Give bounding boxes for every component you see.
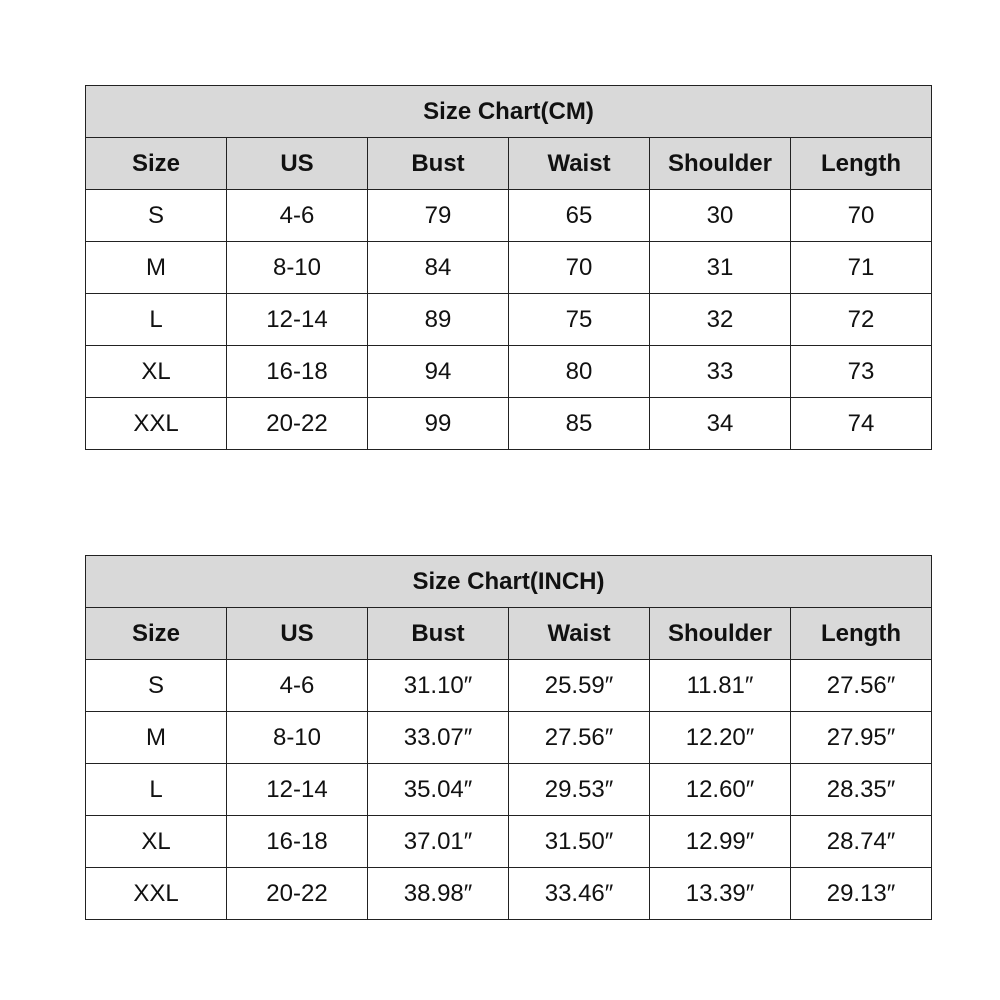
table-cell: 8-10 xyxy=(227,242,368,294)
table-cell: 85 xyxy=(509,398,650,450)
table-cell: 38.98″ xyxy=(368,868,509,920)
table-cell: 12.60″ xyxy=(650,764,791,816)
table-cell: 31.10″ xyxy=(368,660,509,712)
column-header-bust: Bust xyxy=(368,138,509,190)
table-cell: 72 xyxy=(791,294,932,346)
table-cell: 33.46″ xyxy=(509,868,650,920)
size-chart-cm-table xyxy=(85,85,932,450)
size-chart-inch-table xyxy=(85,555,932,920)
table-title-row xyxy=(86,556,932,608)
column-header-length: Length xyxy=(791,138,932,190)
table-cell: 99 xyxy=(368,398,509,450)
table-cell: 27.56″ xyxy=(509,712,650,764)
table-title-row xyxy=(86,86,932,138)
table-cell: 31.50″ xyxy=(509,816,650,868)
table-cell: 28.35″ xyxy=(791,764,932,816)
table-cell: 33.07″ xyxy=(368,712,509,764)
table-row xyxy=(86,242,932,294)
table-cell: 12-14 xyxy=(227,294,368,346)
table-cell: 20-22 xyxy=(227,398,368,450)
table-cell: 8-10 xyxy=(227,712,368,764)
table-row xyxy=(86,294,932,346)
table-cell: 16-18 xyxy=(227,816,368,868)
column-header-us: US xyxy=(227,138,368,190)
table-cell: 80 xyxy=(509,346,650,398)
table-cell: 37.01″ xyxy=(368,816,509,868)
table-cell: 27.56″ xyxy=(791,660,932,712)
table-row xyxy=(86,190,932,242)
table-cell: 4-6 xyxy=(227,190,368,242)
table-cell: 32 xyxy=(650,294,791,346)
table-row xyxy=(86,816,932,868)
table-cell: 33 xyxy=(650,346,791,398)
column-header-waist: Waist xyxy=(509,138,650,190)
column-header-size: Size xyxy=(86,138,227,190)
table-cell: 71 xyxy=(791,242,932,294)
table-cell: 79 xyxy=(368,190,509,242)
table-cell: XXL xyxy=(86,868,227,920)
table-cell: 29.53″ xyxy=(509,764,650,816)
column-header-size: Size xyxy=(86,608,227,660)
table-cell: 65 xyxy=(509,190,650,242)
table-cell: 30 xyxy=(650,190,791,242)
table-cell: 94 xyxy=(368,346,509,398)
table-cell: 25.59″ xyxy=(509,660,650,712)
column-header-bust: Bust xyxy=(368,608,509,660)
table-cell: 12.20″ xyxy=(650,712,791,764)
table-cell: 11.81″ xyxy=(650,660,791,712)
table-cell: 75 xyxy=(509,294,650,346)
table-cell: S xyxy=(86,190,227,242)
column-header-us: US xyxy=(227,608,368,660)
table-row xyxy=(86,398,932,450)
table-title: Size Chart(INCH) xyxy=(86,556,932,608)
table-cell: 27.95″ xyxy=(791,712,932,764)
table-cell: 34 xyxy=(650,398,791,450)
table-cell: S xyxy=(86,660,227,712)
table-cell: 70 xyxy=(791,190,932,242)
table-row xyxy=(86,346,932,398)
table-cell: L xyxy=(86,764,227,816)
table-cell: 31 xyxy=(650,242,791,294)
table-cell: M xyxy=(86,712,227,764)
table-cell: 73 xyxy=(791,346,932,398)
table-cell: 70 xyxy=(509,242,650,294)
table-cell: 4-6 xyxy=(227,660,368,712)
table-cell: 20-22 xyxy=(227,868,368,920)
table-cell: XL xyxy=(86,816,227,868)
table-cell: 16-18 xyxy=(227,346,368,398)
table-row xyxy=(86,868,932,920)
table-row xyxy=(86,712,932,764)
table-cell: 12-14 xyxy=(227,764,368,816)
table-cell: 28.74″ xyxy=(791,816,932,868)
column-header-shoulder: Shoulder xyxy=(650,608,791,660)
table-cell: 74 xyxy=(791,398,932,450)
table-header-row xyxy=(86,608,932,660)
table-row xyxy=(86,660,932,712)
table-cell: L xyxy=(86,294,227,346)
table-title: Size Chart(CM) xyxy=(86,86,932,138)
table-cell: 29.13″ xyxy=(791,868,932,920)
column-header-length: Length xyxy=(791,608,932,660)
table-cell: XL xyxy=(86,346,227,398)
table-cell: 13.39″ xyxy=(650,868,791,920)
table-cell: M xyxy=(86,242,227,294)
table-cell: 35.04″ xyxy=(368,764,509,816)
column-header-waist: Waist xyxy=(509,608,650,660)
table-row xyxy=(86,764,932,816)
table-cell: 84 xyxy=(368,242,509,294)
table-cell: 89 xyxy=(368,294,509,346)
table-header-row xyxy=(86,138,932,190)
table-cell: XXL xyxy=(86,398,227,450)
column-header-shoulder: Shoulder xyxy=(650,138,791,190)
table-cell: 12.99″ xyxy=(650,816,791,868)
